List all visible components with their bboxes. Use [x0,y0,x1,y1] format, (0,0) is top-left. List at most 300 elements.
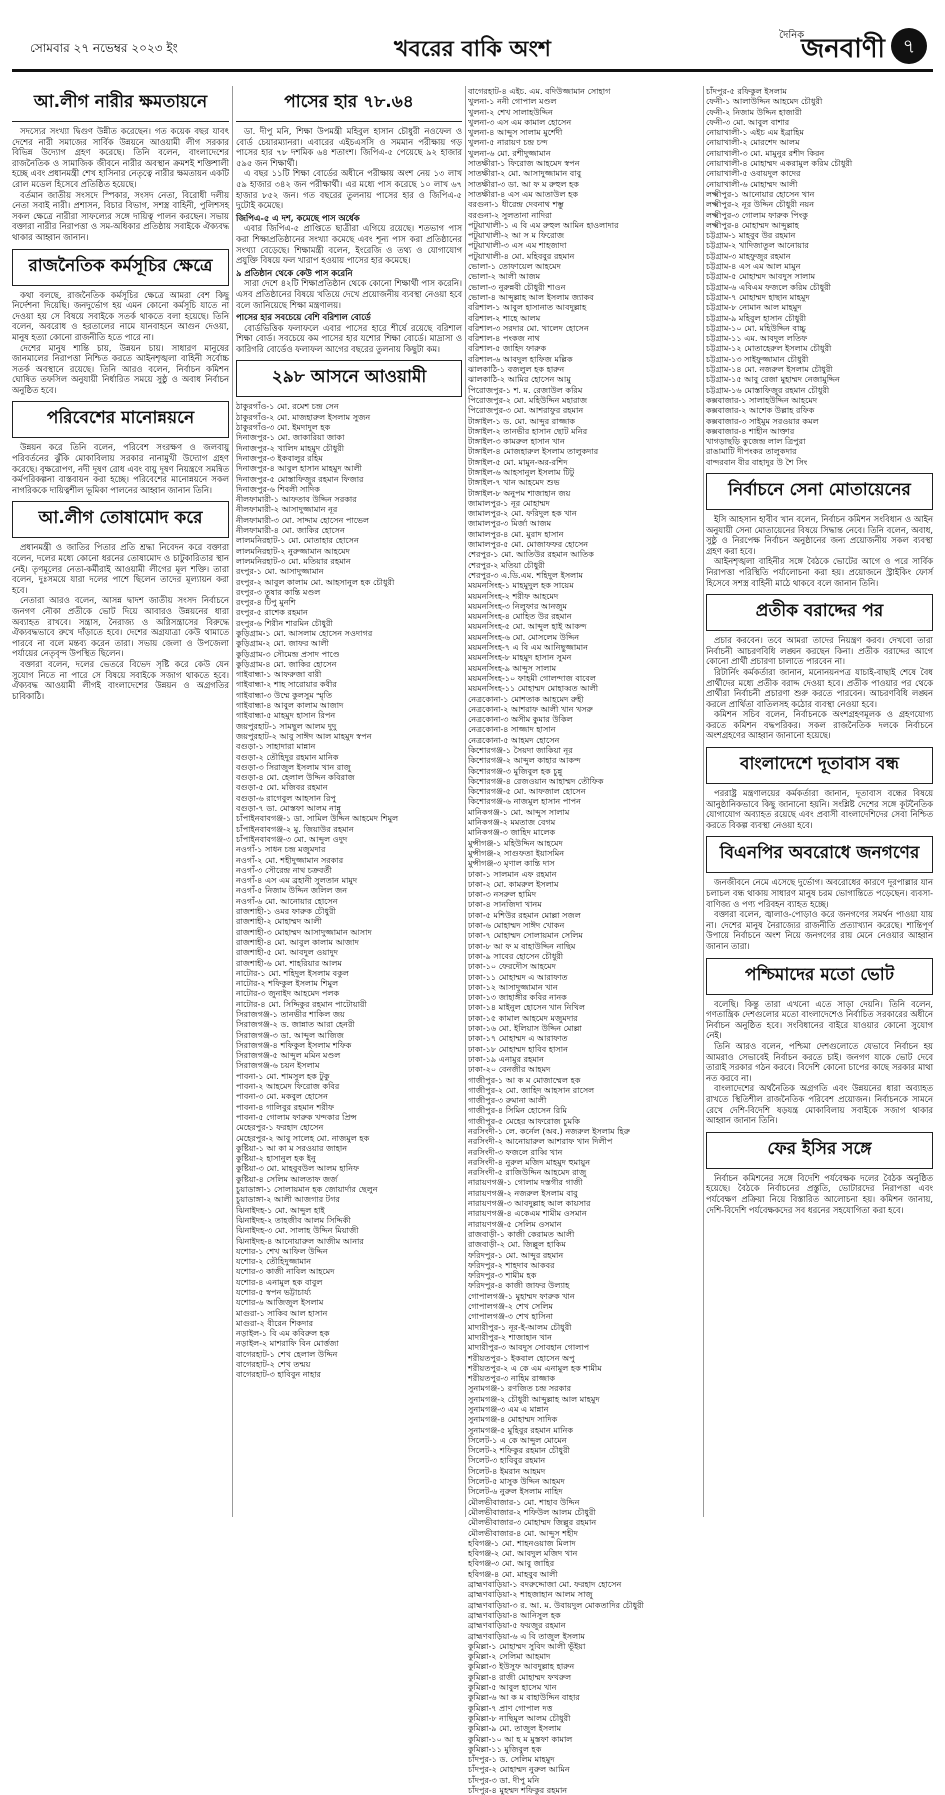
candidate-entry: মুন্সীগঞ্জ-২ সাগুফতা ইয়াসমিন [468,847,565,858]
candidate-entry: রংপুর-৫ রাশেক রহমান [236,607,308,618]
candidate-entry: ময়মনসিংহ-১০ ফাহমী গোলন্দাজ বাবেল [468,672,596,683]
candidate-entry: কুষ্টিয়া-২ হাসানুল হক ইনু [236,1153,316,1164]
candidate-entry: সুনামগঞ্জ-৫ মুহিবুর রহমান মানিক [468,1424,573,1435]
candidate-entry: ঢাকা-১৪ মাইনুল হোসেন খান নিখিল [468,1002,585,1013]
candidate-entry: রংপুর-২ আবুল কালাম মো. আহসানুল হক চৌধুরী [236,576,395,587]
candidate-entry: ভোলা-৪ আব্দুল্লাহ আল ইসলাম জ্যাকব [468,291,594,302]
candidate-entry: নারায়ণগঞ্জ-৩ আবদুল্লাহ আল কায়সার [468,1198,591,1209]
candidate-entry: গাজীপুর-৩ রুমানা আলী [468,1095,547,1106]
candidate-entry: হবিগঞ্জ-২ মো. আবদুল মজিদ খান [468,1548,578,1559]
candidate-entry: পাবনা-৫ গোলাম ফারুক খন্দকার প্রিন্স [236,1111,357,1122]
candidate-entry: ঢাকা-১৭ মোহাম্মদ এ আরাফাত [468,1033,568,1044]
paragraph: বলেছি। কিন্তু তারা এখনো এতে সাড়া দেয়নি। তিনি বলেন, গণতান্ত্রিক দেশগুলোর মতো বাংলাদেশেও নির্বাচিত সরকারের অধীনে নির্বাচন অনুষ্ঠিত হবে। সংবিধানের বাইরে যাওয়ার কোনো সুযোগ নেই। [706,998,933,1041]
candidate-entry: জামালপুর-১ নূর মোহাম্মদ [468,497,550,508]
candidate-entry: চট্টগ্রাম-৮ নোমান আল মাহমুদ [706,302,802,313]
article-pass-rate [236,86,462,354]
candidate-entry: কুমিল্লা-৪ রাজী মোহাম্মদ ফখরুল [468,1671,572,1682]
candidate-entry: সিলেট-৫ মাসুক উদ্দিন আহমদ [468,1476,565,1487]
candidate-entry: চট্টগ্রাম-১৪ মো. নজরুল ইসলাম চৌধুরী [706,364,833,375]
candidate-entry: নীলফামারী-২ আসাদুজ্জামান নূর [236,504,338,515]
section-title: খবরের বাকি অংশ [394,37,551,62]
candidate-entry: টাঙ্গাইল-৭ খান আহমেদ শুভ [468,477,560,488]
candidate-entry: গাজীপুর-৫ মেহের আফরোজ চুমকি [468,1115,581,1126]
subheading: ৯ প্রতিষ্ঠান থেকে কেউ পাস করেনি [236,267,353,278]
candidate-entry: নওগাঁ-৬ মো. আনোয়ার হোসেন [236,895,338,906]
candidate-entry: নওগাঁ-৩ সৌরেন্দ্র নাথ চক্রবর্তী [236,864,332,875]
candidate-entry: দিনাজপুর-৬ শিবলী সাদিক [236,483,320,494]
candidate-entry: রাজশাহী-৬ মো. শাহরিয়ার আলম [236,957,342,968]
candidate-entry: চট্টগ্রাম-৩ মাহফুজুর রহমান [706,250,791,261]
candidate-entry: পটুয়াখালী-২ আ স ম ফিরোজ [468,230,565,241]
article-headline: পশ্চিমাদের মতো ভোট [706,958,933,995]
candidate-entry: ফরিদপুর-১ মো. আব্দুর রহমান [468,1249,564,1260]
candidate-entry: কিশোরগঞ্জ-১ সৈয়দা জাকিয়া নূর [468,745,573,755]
candidate-entry: মুন্সীগঞ্জ-১ মহিউদ্দিন আহমেদ [468,837,563,848]
candidate-entry: বরিশাল-১ আবুল হাসানাত আবদুল্লাহ [468,302,587,313]
candidate-entry: ভোলা-৩ নুরুন্নবী চৌধুরী শাওন [468,281,566,292]
candidate-entry: নওগাঁ-২ মো. শহীদুজ্জামান সরকার [236,854,344,865]
candidate-list-continued [706,86,933,467]
candidate-entry: ঢাকা-১২ আসাদুজ্জামান খান [468,981,558,992]
candidate-entry: পিরোজপুর-২ মো. মহিউদ্দিন মহারাজ [468,394,588,405]
candidate-entry: নরসিংদী-১ লে. কর্নেল (অব.) নজরুল ইসলাম হিরু [468,1125,631,1136]
candidate-entry: নাটোর-২ শফিকুল ইসলাম শিমুল [236,978,339,989]
candidate-entry: টাঙ্গাইল-৪ মোজহারুল ইসলাম তালুকদার [468,446,599,457]
candidate-entry: খুলনা-২ শেখ সালাহউদ্দিন [468,106,553,117]
candidate-entry: সিরাজগঞ্জ-৪ শফিকুল ইসলাম শফিক [236,1039,352,1050]
candidate-entry: কক্সবাজার-৩ সাইমুম সরওয়ার কমল [706,415,819,426]
logo-text: জনবাণী [801,34,885,64]
candidate-entry: ঠাকুরগাঁও-১ মো. রমেশ চন্দ্র সেন [236,401,339,412]
logo-prefix: দৈনিক [779,30,805,41]
candidate-entry: ঢাকা-৬ মোহাম্মদ সাঈদ খোকন [468,920,565,931]
candidate-entry: পটুয়াখালী-৪ মো. মহিববুর রহমান [468,250,575,261]
candidate-entry: ঠাকুরগাঁও-৩ মো. ইমদাদুল হক [236,422,331,433]
paragraph: এবার জিপিএ-৫ প্রাপ্তিতে ছাত্রীরা এগিয়ে রয়েছে। শতভাগ পাস করা শিক্ষাপ্রতিষ্ঠানের সংখ্যা কমেছে এবং শূন্য পাস করা প্রতিষ্ঠানের সংখ্যা বেড়েছে। শিক্ষামন্ত্রী বলেন, ইংরেজি ও তথ্য ও যোগাযোগ প্রযুক্তি বিষয়ে ফল খারাপ হওয়ায় পাসের হার কমেছে। [236,223,462,266]
candidate-entry: খুলনা-৪ আব্দুস সালাম মুর্শেদী [468,127,563,138]
candidate-entry: নোয়াখালী-৫ ওবায়দুল কাদের [706,168,801,179]
candidate-entry: দিনাজপুর-৫ মোস্তাফিজুর রহমান ফিজার [236,473,364,484]
candidate-entry: ঢাকা-২০ বেনজীর আহমদ [468,1064,551,1075]
paragraph: নির্বাচন কমিশনের সঙ্গে বিদেশি পর্যবেক্ষক দলের বৈঠক অনুষ্ঠিত হয়েছে। বৈঠকে নির্বাচনের প্রস্তুতি, ভোটারদের নিরাপত্তা এবং পর্যবেক্ষণ প্রক্রিয়া নিয়ে বিস্তারিত আলোচনা হয়। কমিশন জানায়, দেশি-বিদেশি পর্যবেক্ষকদের সব ধরনের সহযোগিতা করা হবে। [706,1172,933,1215]
candidate-entry: ব্রাহ্মণবাড়িয়া-৪ আনিসুল হক [468,1609,561,1620]
candidate-list-continued [468,86,700,1795]
candidate-entry: নীলফামারী-৪ মো. জাকির হোসেন [236,525,345,536]
paragraph: কথা বলছে, রাজনৈতিক কর্মসূচির ক্ষেত্রে আমরা বেশ কিছু নির্দেশনা দিয়েছি। জনদুর্ভোগ হয় এমন কোনো কর্মসূচি যাতে না দেওয়া হয় সে বিষয়ে সবাইকে সতর্ক থাকতে বলা হয়েছে। তিনি বলেন, অবরোধ ও হরতালের নামে যানবাহনে আগুন দেওয়া, মানুষ হত্যা কোনো রাজনীতি হতে পারে না। [12,289,229,342]
candidate-entry: টাঙ্গাইল-২ তানভীর হাসান ছোট মনির [468,425,588,436]
article-headline: ফের ইসির সঙ্গে [706,1132,933,1169]
candidate-entry: কিশোরগঞ্জ-৫ মো. আফজাল হোসেন [468,786,586,797]
candidate-entry: লক্ষ্মীপুর-২ নূর উদ্দিন চৌধুরী নয়ন [706,199,815,210]
column-divider [465,86,466,1517]
candidate-entry: খাগড়াছড়ি কুজেন্দ্র লাল ত্রিপুরা [706,436,806,447]
candidate-entry: চাঁপাইনবাবগঞ্জ-১ ডা. সামিল উদ্দিন আহমেদ শিমুল [236,813,399,824]
candidate-entry: ফরিদপুর-২ শাহদাব আকবর [468,1259,555,1270]
candidate-entry: গাইবান্ধা-৫ মাহমুদ হাসান রিপন [236,710,336,721]
candidate-entry: সাতক্ষীরা-২ মো. আসাদুজ্জামান বাবু [468,168,582,179]
article-embassy-closed [706,747,933,830]
candidate-entry: টাঙ্গাইল-৮ অনুপম শাজাহান জয় [468,487,571,498]
candidate-entry: মাদারীপুর-২ শাজাহান খান [468,1331,552,1342]
candidate-entry: ভোলা-২ আলী আজম [468,271,541,282]
candidate-entry: কুমিল্লা-৬ আ ক ম বাহাউদ্দিন বাহার [468,1692,580,1703]
article-body [706,635,933,741]
candidate-entry: ব্রাহ্মণবাড়িয়া-৬ এ বি তাজুল ইসলাম [468,1630,586,1641]
candidate-entry: চাঁপাইনবাবগঞ্জ-৩ মো. আব্দুল ওদুদ [236,833,348,844]
candidate-entry: নওগাঁ-১ সাধন চন্দ্র মজুমদার [236,844,326,855]
candidate-entry: মেহেরপুর-১ ফরহাদ হোসেন [236,1122,324,1133]
candidate-entry: সুনামগঞ্জ-১ রণজিত চন্দ্র সরকার [468,1383,572,1394]
candidate-entry: কিশোরগঞ্জ-৬ নাজমুল হাসান পাপন [468,796,581,807]
candidate-entry: বগুড়া-৬ রাগেবুল আহসান রিপু [236,792,336,803]
candidate-entry: চট্টগ্রাম-৬ এবিএম ফজলে করিম চৌধুরী [706,281,831,292]
candidate-entry: নরসিংদী-৪ নুরুল মজিদ মাহমুদ হুমায়ুন [468,1156,591,1167]
candidate-entry: সুনামগঞ্জ-৩ এম এ মান্নান [468,1404,549,1414]
candidate-entry: চট্টগ্রাম-১০ মো. মহিউদ্দিন বাচ্চু [706,322,806,333]
candidate-entry: ব্রাহ্মণবাড়িয়া-২ শাহজাহান আলম সাজু [468,1589,593,1600]
candidate-entry: ঝালকাঠি-১ বজলুল হক হারুন [468,364,565,375]
candidate-entry: ঝিনাইদহ-৩ মো. সালাহ উদ্দিন মিয়াজী [236,1225,359,1236]
candidate-entry: বগুড়া-৩ সিরাজুল ইসলাম খান রাজু [236,761,351,772]
candidate-entry: কিশোরগঞ্জ-২ আব্দুল কাহার আকন্দ [468,755,581,766]
candidate-entry: নওগাঁ-৪ এস এম ব্রহানী সুলতান মামুদ [236,875,358,886]
candidate-entry: ময়মনসিংহ-৮ মাহমুদ হাসান সুমন [468,652,572,663]
candidate-entry: কক্সবাজার-১ সালাহউদ্দিন আহমেদ [706,394,818,405]
article-headline: বিএনপির অবরোধে জনগণের [706,836,933,873]
article-headline: আ.লীগ তোষামোদ করে [12,501,229,538]
candidate-entry: ময়মনসিংহ-৬ মো. মোসলেম উদ্দিন [468,631,580,642]
candidate-entry: চাঁপাইনবাবগঞ্জ-২ মু. জিয়াউর রহমান [236,823,354,834]
candidate-entry: চট্টগ্রাম-১ মাহবুব উর রহমান [706,230,796,241]
candidate-entry: চট্টগ্রাম-১৫ আবু রেজা মুহাম্মদ নেজামুদ্দিন [706,374,840,385]
candidate-entry: মেহেরপুর-২ আবু সালেহ মো. নাজমুল হক [236,1132,370,1143]
candidate-entry: জয়পুরহাট-২ আবু সাঈদ আল মাহমুদ স্বপন [236,730,372,741]
candidate-entry: ব্রাহ্মণবাড়িয়া-৩ র. আ. ম. উবায়দুল মোকতাদির চৌধুরী [468,1599,644,1610]
newspaper-logo [779,28,885,72]
candidate-entry: নোয়াখালী-৪ মোহাম্মদ একরামুল করিম চৌধুরী [706,158,853,169]
candidate-entry: বগুড়া-৪ মো. হেলাল উদ্দিন কবিরাজ [236,772,355,783]
candidate-entry: সিলেট-৪ ইমরান আহমদ [468,1465,546,1476]
article-headline: ২৯৮ আসনে আওয়ামী [236,360,462,397]
candidate-entry: বগুড়া-৭ ডা. মোস্তফা আলম নান্নু [236,803,341,814]
candidate-entry: চট্টগ্রাম-২ খাদিজাতুল আনোয়ার [706,240,809,251]
candidate-entry: নারায়ণগঞ্জ-৫ সেলিম ওসমান [468,1218,562,1229]
candidate-entry: চট্টগ্রাম-১৩ সাইফুজ্জামান চৌধুরী [706,353,809,364]
candidate-entry: চাঁদপুর-২ মোহাম্মদ নুরুল আমিন [468,1764,570,1775]
article-symbol-allotment [706,594,933,741]
candidate-entry: চুয়াডাঙ্গা-২ আলী আজগার টগর [236,1194,340,1205]
paragraph: বাংলাদেশের অর্থনৈতিক অগ্রগতি এবং উন্নয়নের ধারা অব্যাহত রাখতে স্থিতিশীল রাজনৈতিক পরিবেশ প্রয়োজন। নির্বাচনকে সামনে রেখে দেশি-বিদেশি ষড়যন্ত্র মোকাবিলায় সবাইকে সজাগ থাকার আহ্বান জানান তিনি। [706,1083,933,1126]
candidate-entry: বরগুনা-১ ধীরেন্দ্র দেবনাথ শম্ভু [468,199,564,210]
candidate-entry: মানিকগঞ্জ-১ মো. আব্দুস সালাম [468,806,570,817]
candidate-entry: কুমিল্লা-১১ মুজিবুল হক [468,1743,542,1754]
subheading: জিপিএ-৫ এ দশ, কমেছে পাস অর্ধেক [236,212,360,223]
candidate-entry: লক্ষ্মীপুর-৪ মোহাম্মদ আব্দুল্লাহ [706,219,799,230]
candidate-entry: ঝিনাইদহ-১ মো. আব্দুল হাই [236,1204,325,1215]
candidate-entry: চট্টগ্রাম-৯ মহিবুল হাসান চৌধুরী [706,312,807,323]
candidate-entry: ঢাকা-৪ সানজিদা খানম [468,899,542,910]
candidate-entry: রংপুর-৪ টিপু মুনশি [236,597,296,608]
paragraph: প্রচার করবেন। তবে আমরা তাদের নিয়ন্ত্রণ করব। দেখবো তারা নির্বাচনী আচরণবিধি লঙ্ঘন করছেন কিনা। প্রতীক বরাদ্দের আগে কোনো প্রার্থী প্রচারণা চালাতে পারবেন না। [706,635,933,667]
candidate-entry: ঢাকা-৯ সাবের হোসেন চৌধুরী [468,950,564,961]
candidate-entry: কুমিল্লা-৮ নাছিমুল আলম চৌধুরী [468,1712,571,1723]
article-headline: প্রতীক বরাদ্দের পর [706,594,933,631]
candidate-entry: ঢাকা-২ মো. কামরুল ইসলাম [468,878,559,889]
candidate-entry: রাঙামাটি দীপংকর তালুকদার [706,446,797,457]
candidate-entry: চাঁদপুর-৫ রফিকুল ইসলাম [706,86,787,96]
candidate-entry: পিরোজপুর-৩ মো. আশরাফুর রহমান [468,405,584,416]
column-3 [468,86,700,1795]
candidate-entry: রাজশাহী-১ ওমর ফারুক চৌধুরী [236,906,336,917]
candidate-entry: সিরাজগঞ্জ-১ তানভীর শাকিল জয় [236,1008,345,1019]
article-headline: বাংলাদেশে দূতাবাস বন্ধ [706,747,933,784]
candidate-entry: পাবনা-২ আহমেদ ফিরোজ কবির [236,1081,340,1092]
candidate-entry: ঢাকা-৩ নসরুল হামিদ [468,889,537,900]
candidate-entry: পটুয়াখালী-৩ এস এম শাহজাদা [468,240,567,251]
candidate-entry: সিলেট-২ শফিকুর রহমান চৌধুরী [468,1445,570,1456]
candidate-entry: বগুড়া-২ তৌহিদুর রহমান মানিক [236,751,339,762]
candidate-entry: নড়াইল-১ বি এম কবিরুল হক [236,1328,330,1339]
candidate-entry: কক্সবাজার-২ আশেক উল্লাহ রফিক [706,405,815,416]
candidate-entry: চুয়াডাঙ্গা-১ সোলায়মান হক জোয়ার্দার ছেলুন [236,1184,378,1195]
candidate-entry: রাজশাহী-৩ মোহাম্মদ আসাদুজ্জামান আসাদ [236,926,372,937]
column-1 [12,86,229,1517]
candidate-entry: যশোর-২ তৌহিদুজ্জামান [236,1256,312,1267]
article-body [706,999,933,1126]
candidate-entry: মাদারীপুর-৩ আবদুস সোবহান গোলাপ [468,1342,590,1353]
paragraph: তিনি আরও বলেন, পশ্চিমা দেশগুলোতে যেভাবে নির্বাচন হয় আমরাও সেভাবেই নির্বাচন করতে চাই। জনগণ যাকে ভোট দেবে তারাই সরকার গঠন করবে। বিদেশি কোনো চাপের কাছে সরকার মাথা নত করবে না। [706,1040,933,1083]
candidate-entry: ময়মনসিংহ-২ শরীফ আহমেদ [468,590,559,601]
candidate-entry: সিলেট-৩ হাবিবুর রহমান [468,1455,546,1466]
candidate-entry: কুড়িগ্রাম-১ মো. আসলাম হোসেন সওদাগর [236,628,373,638]
candidate-entry: ফেনী-২ নিজাম উদ্দিন হাজারী [706,106,802,117]
candidate-entry: কুমিল্লা-৫ আবুল হাসেম খান [468,1682,557,1693]
candidate-entry: বাগেরহাট-৪ এইচ. এম. বদিউজ্জামান সোহাগ [468,86,611,96]
candidate-entry: গাজীপুর-২ মো. জাহিদ আহসান রাসেল [468,1084,595,1095]
candidate-entry: জয়পুরহাট-১ সামছুল আলম দুদু [236,720,337,731]
paragraph: ইসি আহসান হাবীব খান বলেন, নির্বাচন কমিশন সংবিধান ও আইন অনুযায়ী সেনা মোতায়েনের বিষয়ে সিদ্ধান্ত নেবে। তিনি বলেন, অবাধ, সুষ্ঠু ও নিরপেক্ষ নির্বাচন অনুষ্ঠানের জন্য প্রয়োজনীয় সকল ব্যবস্থা গ্রহণ করা হবে। [706,513,933,556]
candidate-entry: ঠাকুরগাঁও-২ মো. মাজহারুল ইসলাম সুজন [236,411,371,422]
candidate-entry: কুড়িগ্রাম-৩ সৌমেন্দ্র প্রসাদ পাণ্ডে [236,648,340,659]
candidate-entry: খুলনা-৩ এস এম কামাল হোসেন [468,116,572,127]
candidate-entry: রংপুর-৩ তুষার কান্তি মণ্ডল [236,586,321,597]
paragraph: জনজীবনে নেমে এসেছে দুর্ভোগ। অবরোধের কারণে দূরপাল্লার যান চলাচল বন্ধ থাকায় সাধারণ মানুষ চরম ভোগান্তিতে পড়েছেন। ব্যবসা-বাণিজ্য ও পণ্য পরিবহন ব্যাহত হচ্ছে। [706,877,933,909]
candidate-entry: নেত্রকোনা-২ আশরাফ আলী খান খসরু [468,703,593,714]
article-body [706,514,933,588]
candidate-entry: রাজবাড়ী-১ কাজী কেরামত আলী [468,1228,575,1239]
candidate-entry: রাজশাহী-৪ মো. আবুল কালাম আজাদ [236,936,359,947]
candidate-entry: কিশোরগঞ্জ-৪ রেজওয়ান আহাম্মদ তৌফিক [468,775,604,786]
candidate-entry: সাতক্ষীরা-৪ এস এম আতাউল হক [468,188,578,199]
candidate-entry: ময়মনসিংহ-৪ মোহিত উর রহমান [468,611,572,622]
paragraph: সারা দেশে ৪২টি শিক্ষাপ্রতিষ্ঠান থেকে কোনো শিক্ষার্থী পাস করেনি। এসব প্রতিষ্ঠানের বিষয়ে খতিয়ে দেখে প্রয়োজনীয় ব্যবস্থা নেওয়া হবে বলে জানিয়েছে শিক্ষা মন্ত্রণালয়। [236,278,462,310]
article-body [12,126,229,243]
candidate-entry: নোয়াখালী-২ মোরশেদ আলম [706,137,800,148]
candidate-entry: ফরিদপুর-৩ শামীম হক [468,1270,537,1281]
candidate-entry: কক্সবাজার-৪ শাহীন আক্তার [706,425,795,436]
article-aleague-flattery [12,501,229,701]
candidate-entry: রংপুর-৬ শিরীন শারমিন চৌধুরী [236,617,333,628]
candidate-entry: পটুয়াখালী-১ এ বি এম রুহুল আমিন হাওলাদার [468,219,619,230]
candidate-entry: নেত্রকোনা-৪ সাজ্জাদ হাসান [468,724,556,735]
paragraph: বক্তারা বলেন, জ্বালাও-পোড়াও করে জনগণের সমর্থন পাওয়া যায় না। দেশের মানুষ নৈরাজ্যের রাজনীতি প্রত্যাখ্যান করেছে। শান্তিপূর্ণ উপায়ে নির্বাচনে অংশ নিয়ে জনগণের রায় মেনে নেওয়ার আহ্বান জানান তারা। [706,909,933,952]
candidate-entry: কুড়িগ্রাম-২ মো. জাফর আলী [236,638,329,649]
candidate-entry: বাগেরহাট-৩ হাবিবুন নাহার [236,1369,321,1380]
candidate-entry: নরসিংদী-২ আনোয়ারুল আশরাফ খান দিলীপ [468,1136,613,1147]
candidate-entry: শেরপুর-২ মতিয়া চৌধুরী [468,559,545,570]
candidate-entry: সিরাজগঞ্জ-৫ আব্দুল মমিন মণ্ডল [236,1050,341,1061]
candidate-entry: জামালপুর-২ মো. ফরিদুল হক খান [468,508,577,519]
column-divider [232,86,233,1517]
candidate-entry: লালমনিরহাট-২ নুরুজ্জামান আহমেদ [236,545,350,556]
paragraph: ডা. দীপু মনি, শিক্ষা উপমন্ত্রী মহিবুল হাসান চৌধুরী নওফেল ও বোর্ড চেয়ারম্যানরা। এবারের এইচএসসি ও সমমান পরীক্ষায় গড় পাসের হার ৭৮ দশমিক ৬৪ শতাংশ। জিপিএ-৫ পেয়েছে ৯২ হাজার ৫৯৫ জন শিক্ষার্থী। [236,126,462,168]
candidate-entry: গোপালগঞ্জ-৩ শেখ হাসিনা [468,1311,553,1322]
candidate-entry: ময়মনসিংহ-১ মাহমুদুল হক সায়েম [468,580,574,591]
paragraph: প্রধানমন্ত্রী ও জাতির পিতার প্রতি শ্রদ্ধা নিবেদন করে বক্তারা বলেন, দলের মধ্যে কোনো ধরনের তোষামোদ ও চাটুকারিতার স্থান নেই। তৃণমূলের নেতা-কর্মীরাই আওয়ামী লীগের মূল শক্তি। তারা বলেন, দুঃসময়ে যারা দলের পাশে ছিলেন তাদের মূল্যায়ন করা হবে। [12,542,229,595]
candidate-entry: নোয়াখালী-৩ মো. মামুনুর রশীদ কিরন [706,147,825,158]
candidate-entry: রাজবাড়ী-২ মো. জিল্লুল হাকিম [468,1239,566,1250]
candidate-entry: ময়মনসিংহ-৩ নিলুফার আনজুম [468,600,568,611]
candidate-entry: সিরাজগঞ্জ-৬ চয়ন ইসলাম [236,1060,320,1071]
candidate-entry: মাদারীপুর-১ নূর-ই-আলম চৌধুরী [468,1321,572,1332]
candidate-entry: চট্টগ্রাম-৫ মোহাম্মদ আবদুস সালাম [706,271,816,282]
candidate-entry: ঢাকা-১১ মোহাম্মদ এ আরাফাত [468,971,568,982]
candidate-entry: নীলফামারী-৩ মো. সাদ্দাম হোসেন পাভেল [236,514,370,525]
paragraph: বর্তমান জাতীয় সংসদে স্পিকার, সংসদ নেতা, বিরোধী দলীয় নেতা সবাই নারী। প্রশাসন, বিচার বিভাগ, সশস্ত্র বাহিনী, পুলিশসহ সকল ক্ষেত্রে নারীরা সাফল্যের সঙ্গে দায়িত্ব পালন করছেন। সভায় বক্তারা নারীর নিরাপত্তা ও সম-অধিকার প্রতিষ্ঠায় সবাইকে ঐক্যবদ্ধ থাকার আহ্বান জানান। [12,189,229,242]
candidate-entry: কুমিল্লা-৭ প্রাণ গোপাল দত্ত [468,1702,553,1713]
candidate-entry: কুড়িগ্রাম-৪ মো. জাকির হোসেন [236,658,337,669]
candidate-entry: মাগুরা-২ বীরেন শিকদার [236,1317,314,1328]
candidate-entry: কুষ্টিয়া-১ আ কা ম সরওয়ার জাহান [236,1142,348,1153]
paragraph: বোর্ডভিত্তিক ফলাফলে এবার পাসের হারে শীর্ষে রয়েছে বরিশাল শিক্ষা বোর্ড। সবচেয়ে কম পাসের হার যশোর শিক্ষা বোর্ডে। মাদ্রাসা ও কারিগরি বোর্ডেও ফলাফল আগের বছরের তুলনায় কিছুটা কম। [236,322,462,354]
candidate-entry: সুনামগঞ্জ-২ চৌধুরী আব্দুল্লাহ আল মাহমুদ [468,1393,600,1404]
candidate-entry: ঢাকা-১৫ কামাল আহমেদ মজুমদার [468,1012,578,1023]
paragraph: সদস্যের সংখ্যা দ্বিগুণ উন্নীত করেছেন। গত কয়েক বছর যাবৎ দেশের নারী সমাজের সার্বিক উন্নয়নে আওয়ামী লীগ সরকার বিভিন্ন উদ্যোগ গ্রহণ করেছে। তিনি বলেন, বাংলাদেশের রাজনৈতিক ও সামাজিক জীবনে নারীর অবস্থান ক্রমশই শক্তিশালী হচ্ছে এবং প্রধানমন্ত্রী শেখ হাসিনার নেতৃত্বে নারীর ক্ষমতায়ন একটি রোল মডেল হিসেবে প্রতিষ্ঠিত হয়েছে। [12,126,229,189]
candidate-entry: নাটোর-৪ মো. সিদ্দিকুর রহমান পাটোয়ারী [236,998,367,1009]
candidate-entry: ফেনী-৩ মো. আবুল বাশার [706,116,790,127]
candidate-entry: শরীয়তপুর-৩ নাহিম রাজ্জাক [468,1373,556,1384]
candidate-entry: মৌলভীবাজার-২ শফিউল আলম চৌধুরী [468,1506,596,1517]
candidate-entry: ব্রাহ্মণবাড়িয়া-১ বদরুদ্দোজা মো. ফরহাদ হোসেন [468,1579,622,1590]
candidate-entry: ফেনী-১ আলাউদ্দিন আহমেদ চৌধুরী [706,96,823,107]
candidate-entry: মানিকগঞ্জ-২ মমতাজ বেগম [468,817,556,828]
paragraph: বক্তারা বলেন, দলের ভেতরে বিভেদ সৃষ্টি করে কেউ যেন সুযোগ নিতে না পারে সে বিষয়ে সবাইকে সজাগ থাকতে হবে। ঐক্যবদ্ধ আওয়ামী লীগই বাংলাদেশের উন্নয়ন ও অগ্রগতির চাবিকাঠি। [12,658,229,701]
candidate-entry: হবিগঞ্জ-১ মো. শাহনওয়াজ মিলাদ [468,1537,576,1548]
paragraph: নেতারা আরও বলেন, আসন্ন দ্বাদশ জাতীয় সংসদ নির্বাচনে জনগণ নৌকা প্রতীকে ভোট দিয়ে আবারও উন্নয়নের ধারা অব্যাহত রাখবে। সন্ত্রাস, নৈরাজ্য ও অগ্নিসন্ত্রাসের বিরুদ্ধে ঐক্যবদ্ধভাবে রুখে দাঁড়াতে হবে। দেশের অগ্রযাত্রা কেউ থামাতে পারবে না বলে মন্তব্য করেন তারা। সভায় জেলা ও উপজেলা পর্যায়ের নেতৃবৃন্দ উপস্থিত ছিলেন। [12,595,229,659]
candidate-entry: যশোর-৩ কাজী নাবিল আহমেদ [236,1266,335,1277]
article-headline: নির্বাচনে সেনা মোতায়েনের [706,473,933,510]
candidate-entry: নেত্রকোনা-১ মোশতাক আহমেদ রুহী [468,693,584,704]
candidate-entry: সিলেট-১ এ কে আব্দুল মোমেন [468,1434,567,1445]
candidate-entry: চাঁদপুর-৩ ডা. দীপু মনি [468,1774,540,1785]
candidate-entry: কুষ্টিয়া-৪ সেলিম আলতাফ জর্জ [236,1173,338,1184]
candidate-entry: নরসিংদী-৫ রাজিউদ্দিন আহমেদ রাজু [468,1167,587,1178]
candidate-entry: চট্টগ্রাম-১২ মোতাহেরুল ইসলাম চৌধুরী [706,343,832,354]
candidate-entry: ঢাকা-৫ মশিউর রহমান মোল্লা সজল [468,909,581,920]
candidate-entry: যশোর-১ শেখ আফিল উদ্দিন [236,1245,328,1256]
article-headline: পাসের হার ৭৮.৬৪ [236,86,462,122]
article-environment [12,401,229,495]
candidate-entry: লালমনিরহাট-১ মো. মোতাহার হোসেন [236,535,359,546]
candidate-entry: ঢাকা-১৮ মোহাম্মদ হাবিব হাসান [468,1043,568,1054]
candidate-entry: চট্টগ্রাম-১৬ মোস্তাফিজুর রহমান চৌধুরী [706,384,830,395]
candidate-entry: ময়মনসিংহ-১১ মোহাম্মদ মোহাব্বত আলী [468,683,599,694]
candidate-entry: খুলনা-৬ মো. রশীদুজ্জামান [468,147,551,158]
candidate-entry: চাঁদপুর-৪ মুহম্মদ শফিকুর রহমান [468,1784,568,1795]
candidate-entry: ময়মনসিংহ-৫ মো. আব্দুল হাই আকন্দ [468,621,587,632]
candidate-entry: গাজীপুর-৪ সিমিন হোসেন রিমি [468,1105,568,1116]
candidate-entry: মুন্সীগঞ্জ-৩ মৃণাল কান্তি দাস [468,858,555,869]
candidate-entry: মৌলভীবাজার-৩ মোহাম্মদ জিল্লুর রহমান [468,1517,597,1528]
candidate-entry: ময়মনসিংহ-৭ এ বি এম আনিছুজ্জামান [468,642,588,653]
candidate-entry: টাঙ্গাইল-৬ আহসানুল ইসলাম টিটু [468,466,575,477]
candidate-entry: গাইবান্ধা-৩ উম্মে কুলসুম স্মৃতি [236,689,333,700]
paragraph: আইনশৃঙ্খলা বাহিনীর সঙ্গে বৈঠকে ভোটের আগে ও পরে সার্বিক নিরাপত্তা পরিস্থিতি পর্যালোচনা করা হয়। প্রয়োজনে স্ট্রাইকিং ফোর্স হিসেবে সশস্ত্র বাহিনী মাঠে থাকবে বলে জানান তিনি। [706,556,933,588]
candidate-entry: বগুড়া-৫ মো. মজিবর রহমান [236,782,328,793]
candidate-entry: ঝিনাইদহ-৪ আনোয়ারুল আজীম আনার [236,1235,364,1246]
candidate-entry: রাজশাহী-৫ মো. আবদুল ওয়াদুদ [236,947,338,958]
candidate-entry: সিলেট-৬ নুরুল ইসলাম নাহিদ [468,1486,563,1497]
candidate-entry: দিনাজপুর-৪ আবুল হাসান মাহমুদ আলী [236,463,362,474]
candidate-entry: টাঙ্গাইল-৩ কামরুল হাসান খান [468,436,565,447]
candidate-entry: রংপুর-১ মো. আসাদুজ্জামান [236,566,324,577]
candidate-entry: জামালপুর-৩ মির্জা আজম [468,518,552,529]
candidate-entry: ঢাকা-৮ আ ফ ম বাহাউদ্দিন নাছিম [468,940,576,951]
candidate-entry: বরিশাল-৬ আবদুল হাফিজ মল্লিক [468,353,573,364]
article-body [12,442,229,495]
candidate-entry: বরিশাল-৩ সরদার মো. খালেদ হোসেন [468,322,589,333]
candidate-entry: সিরাজগঞ্জ-২ ড. জান্নাত আরা হেনরী [236,1019,355,1030]
article-headline: আ.লীগ নারীর ক্ষমতায়নে [12,86,229,122]
candidate-entry: হবিগঞ্জ-৪ মো. মাহবুব আলী [468,1568,558,1579]
candidate-entry: মৌলভীবাজার-৪ মো. আব্দুস শহীদ [468,1527,578,1538]
candidate-list [236,401,462,1379]
column-divider [703,86,704,1517]
candidate-entry: বরগুনা-২ সুলতানা নাদিরা [468,209,552,220]
subheading: পাসের হার সবচেয়ে বেশি বরিশাল বোর্ডে [236,312,371,323]
candidate-entry: হবিগঞ্জ-৩ মো. আবু জাহির [468,1558,555,1569]
candidate-entry: ময়মনসিংহ-৯ আব্দুস সালাম [468,662,557,673]
candidate-entry: নারায়ণগঞ্জ-১ গোলাম দস্তগীর গাজী [468,1177,583,1188]
candidate-entry: মৌলভীবাজার-১ মো. শাহাব উদ্দিন [468,1496,580,1507]
candidate-entry: সাতক্ষীরা-১ ফিরোজ আহমেদ স্বপন [468,158,580,169]
candidate-entry: পাবনা-১ মো. শামসুল হক টুকু [236,1070,330,1081]
candidate-entry: লালমনিরহাট-৩ মো. মতিয়ার রহমান [236,555,351,566]
candidate-entry: ব্রাহ্মণবাড়িয়া-৫ ফয়জুর রহমান [468,1620,566,1631]
candidate-entry: রাজশাহী-২ মোহাম্মদ আলী [236,916,322,927]
candidate-entry: জামালপুর-৫ মো. মোজাফফর হোসেন [468,539,589,550]
paragraph: রিটার্নিং কর্মকর্তারা জানান, মনোনয়নপত্র যাচাই-বাছাই শেষে বৈধ প্রার্থীদের মধ্যে প্রতীক বরাদ্দ দেওয়া হবে। প্রতীক পাওয়ার পর থেকে প্রার্থীরা নির্বাচনী প্রচারণা শুরু করতে পারবেন। আচরণবিধি লঙ্ঘন করলে প্রার্থিতা বাতিলসহ কঠোর ব্যবস্থা নেওয়া হবে। [706,666,933,709]
candidate-entry: ঢাকা-১৬ মো. ইলিয়াস উদ্দিন মোল্লা [468,1023,582,1034]
candidate-entry: নেত্রকোনা-৩ অসীম কুমার উকিল [468,714,573,725]
page-number: ৭ [891,28,927,64]
candidate-entry: সুনামগঞ্জ-৪ মোহাম্মদ সাদিক [468,1414,558,1425]
candidate-entry: সিরাজগঞ্জ-৩ ডা. আব্দুল আজিজ [236,1029,344,1040]
candidate-entry: ঢাকা-১৯ এনামুর রহমান [468,1053,544,1064]
candidate-entry: শেরপুর-১ মো. আতিউর রহমান আতিক [468,549,594,560]
candidate-entry: টাঙ্গাইল-১ ড. মো. আব্দুর রাজ্জাক [468,415,576,426]
article-body [706,1173,933,1215]
paragraph: এ বছর ১১টি শিক্ষা বোর্ডের অধীনে পরীক্ষায় অংশ নেয় ১৩ লাখ ৫৯ হাজার ৩৪২ জন পরীক্ষার্থী। এর মধ্যে পাস করেছে ১০ লাখ ৬৭ হাজার ৮৫২ জন। গত বছরের তুলনায় পাসের হার ও জিপিএ-৫ দুটোই কমেছে। [236,168,462,211]
candidate-entry: চট্টগ্রাম-৭ মোহাম্মদ হাছান মাহমুদ [706,291,810,302]
candidate-entry: গাইবান্ধা-২ শাহ সারোয়ার কবীর [236,679,337,690]
candidate-entry: কুমিল্লা-৩ ইউসুফ আবদুল্লাহ হারুন [468,1661,575,1672]
candidate-entry: পাবনা-৩ মো. মকবুল হোসেন [236,1091,328,1102]
candidate-entry: ঝালকাঠি-২ আমির হোসেন আমু [468,374,571,385]
article-body [706,877,933,951]
article-political-programs [12,249,229,396]
candidate-entry: খুলনা-১ ননী গোপাল মণ্ডল [468,96,557,107]
